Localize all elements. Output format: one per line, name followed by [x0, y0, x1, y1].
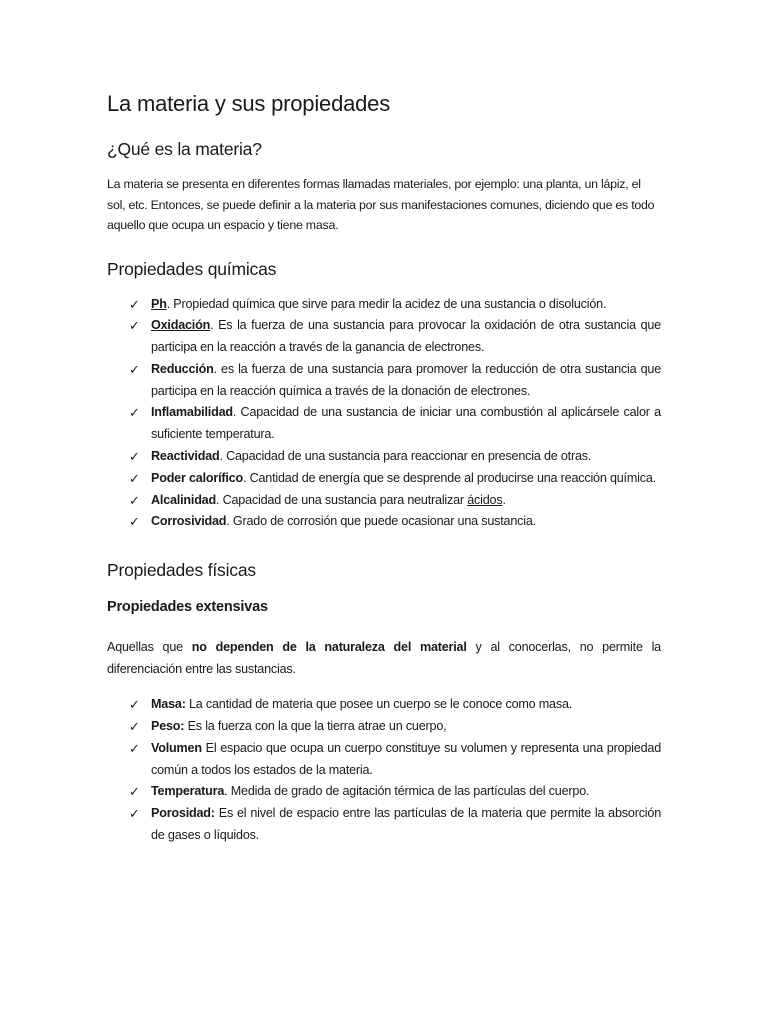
term-volumen: Volumen	[151, 740, 202, 755]
intro-text-after: y al conocerlas, no permite la diferenciación entre las sustancias.	[107, 640, 661, 676]
checkmark-icon: ✓	[129, 318, 140, 334]
checkmark-icon: ✓	[129, 784, 140, 800]
list-item	[129, 315, 661, 359]
list-item	[129, 511, 661, 533]
item-text: . Capacidad de una sustancia para reaccionar en presencia de otras.	[219, 449, 592, 464]
list-item	[129, 716, 661, 738]
item-text-after: .	[502, 492, 506, 507]
list-item	[129, 738, 661, 782]
physical-properties-list	[107, 694, 661, 847]
checkmark-icon: ✓	[129, 719, 140, 735]
item-text: . Es la fuerza de una sustancia para provocar la oxidación de otra sustancia que participa en la reacción a través de la ganancia de electrones.	[151, 318, 661, 355]
intro-text-before: Aquellas que	[107, 640, 192, 655]
term-temperatura: Temperatura	[151, 784, 225, 799]
section-heading-propiedades-quimicas: Propiedades químicas	[107, 258, 277, 279]
item-text: . es la fuerza de una sustancia para promover la reducción de otra sustancia que participa en la reacción química a través de la donación de electrones.	[151, 361, 661, 398]
intro-bold-text: no dependen de la naturaleza del material	[191, 640, 467, 655]
item-text: . Propiedad química que sirve para medir la acidez de una sustancia o disolución.	[166, 296, 607, 311]
page-title: La materia y sus propiedades	[107, 91, 391, 116]
list-item	[129, 446, 661, 468]
checkmark-icon: ✓	[129, 405, 140, 421]
item-text: . Cantidad de energía que se desprende al producirse una reacción química.	[242, 470, 656, 485]
checkmark-icon: ✓	[129, 697, 140, 713]
checkmark-icon: ✓	[129, 361, 140, 377]
checkmark-icon: ✓	[129, 470, 140, 486]
term-inflamabilidad: Inflamabilidad	[151, 405, 233, 420]
item-text: El espacio que ocupa un cuerpo constituye su volumen y representa una propiedad común a todos los estados de la materia.	[151, 740, 661, 777]
item-text: La cantidad de materia que posee un cuerpo se le conoce como masa.	[185, 697, 573, 712]
term-ph: Ph	[151, 296, 167, 311]
list-item	[129, 468, 661, 490]
term-porosidad: Porosidad:	[151, 806, 215, 821]
checkmark-icon: ✓	[129, 740, 140, 756]
list-item	[129, 294, 661, 316]
section-heading-que-es-materia: ¿Qué es la materia?	[107, 139, 262, 159]
chemical-properties-list	[107, 294, 661, 534]
list-item	[129, 803, 661, 847]
item-text: . Medida de grado de agitación térmica de las partículas del cuerpo.	[224, 784, 590, 799]
term-alcalinidad: Alcalinidad	[151, 492, 216, 507]
checkmark-icon: ✓	[129, 449, 140, 465]
list-item	[129, 490, 661, 512]
checkmark-icon: ✓	[129, 296, 140, 312]
acidos-link[interactable]: ácidos	[467, 492, 503, 507]
document-page	[107, 90, 661, 865]
section-heading-propiedades-fisicas: Propiedades físicas	[107, 560, 256, 581]
term-reactividad: Reactividad	[151, 449, 220, 464]
checkmark-icon: ✓	[129, 806, 140, 822]
term-poder-calorifico: Poder calorífico	[151, 470, 243, 485]
item-text: Es el nivel de espacio entre las partículas de la materia que permite la absorción de gases o líquidos.	[151, 806, 661, 843]
item-text: Es la fuerza con la que la tierra atrae un cuerpo,	[184, 719, 447, 734]
extensive-intro-paragraph	[107, 637, 661, 680]
list-item	[129, 402, 661, 446]
checkmark-icon: ✓	[129, 514, 140, 530]
term-masa: Masa:	[151, 697, 186, 712]
term-oxidacion: Oxidación	[151, 318, 211, 333]
list-item	[129, 359, 661, 403]
list-item	[129, 781, 661, 803]
item-text: . Capacidad de una sustancia para neutralizar	[215, 492, 468, 507]
section-paragraph-definicion: La materia se presenta en diferentes formas llamadas materiales, por ejemplo: una planta, un lápiz, el sol, etc. Entonces, se puede definir a la materia por sus manifestaciones comunes, diciendo que es todo aquello que ocupa un espacio y tiene masa.	[107, 177, 655, 232]
list-item	[129, 694, 661, 716]
subsection-heading-extensivas: Propiedades extensivas	[107, 599, 268, 616]
term-reduccion: Reducción	[151, 361, 214, 376]
term-peso: Peso:	[151, 719, 185, 734]
checkmark-icon: ✓	[129, 492, 140, 508]
item-text: . Grado de corrosión que puede ocasionar una sustancia.	[226, 514, 536, 529]
item-text: . Capacidad de una sustancia de iniciar una combustión al aplicársele calor a suficiente temperatura.	[151, 405, 661, 442]
term-corrosividad: Corrosividad	[151, 514, 227, 529]
